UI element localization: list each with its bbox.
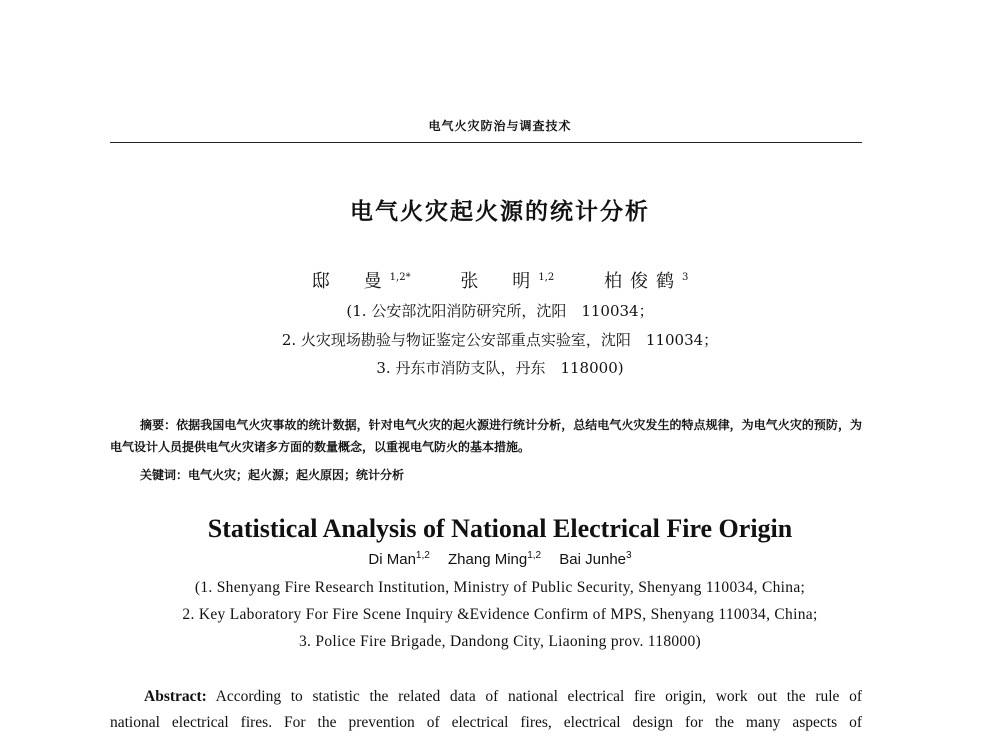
author-en-1: Di Man$^{1,2}$ xyxy=(368,550,430,568)
article-title-cn: 电气火灾起火源的统计分析 xyxy=(350,199,650,225)
keywords-cn xyxy=(140,466,404,483)
affiliation-en-3: 3. Police Fire Brigade, Dandong City, Liaoning prov. 118000) xyxy=(299,633,701,650)
header-rule xyxy=(110,142,862,143)
authors-en xyxy=(0,551,1000,568)
affiliation-cn-3: 3. 丹东市消防支队，丹东 118000) xyxy=(376,359,624,377)
running-head: 电气火灾防治与调查技术 xyxy=(428,119,572,133)
keywords-cn-label: 关键词： xyxy=(140,468,189,482)
author-cn-2: 张 明$^{1,2}$ xyxy=(460,271,555,292)
author-cn-3: 柏俊鹤$^3$ xyxy=(603,271,689,292)
affiliation-cn-1: (1. 公安部沈阳消防研究所，沈阳 110034； xyxy=(346,302,654,320)
affiliation-en-2: 2. Key Laboratory For Fire Scene Inquiry &Evidence Confirm of MPS, Shenyang 110034, China; xyxy=(182,606,818,623)
author-en-2: Zhang Ming$^{1,2}$ xyxy=(448,550,542,568)
abstract-en xyxy=(110,684,862,736)
author-en-3: Bai Junhe$^3$ xyxy=(559,550,632,568)
authors-cn xyxy=(0,267,1000,293)
affiliation-cn-2: 2. 火灾现场勘验与物证鉴定公安部重点实验室，沈阳 110034； xyxy=(281,331,719,349)
author-cn-1: 邸 曼$^{1,2*}$ xyxy=(311,271,411,292)
abstract-en-line-2: national electrical fires. For the prevention of electrical fires, electrical design for the many aspects of xyxy=(110,714,862,731)
keywords-cn-text: 电气火灾；起火源；起火原因；统计分析 xyxy=(188,468,405,482)
abstract-en-line-1: Abstract: According to statistic the related data of national electrical fire origin, work out the rule of xyxy=(144,688,862,705)
abstract-cn xyxy=(110,414,862,458)
abstract-cn-text: 依据我国电气火灾事故的统计数据，针对电气火灾的起火源进行统计分析，总结电气火灾发生的特点规律，为电气火灾的预防，为电气设计人员提供电气火灾诸多方面的数量概念，以重视电气防火的基本措施。 xyxy=(110,418,862,454)
abstract-cn-label: 摘要： xyxy=(140,418,177,432)
abstract-en-label: Abstract: xyxy=(144,688,207,705)
affiliation-en-1: (1. Shenyang Fire Research Institution, Ministry of Public Security, Shenyang 110034, China; xyxy=(194,579,806,596)
article-title-en: Statistical Analysis of National Electrical Fire Origin xyxy=(207,514,793,543)
